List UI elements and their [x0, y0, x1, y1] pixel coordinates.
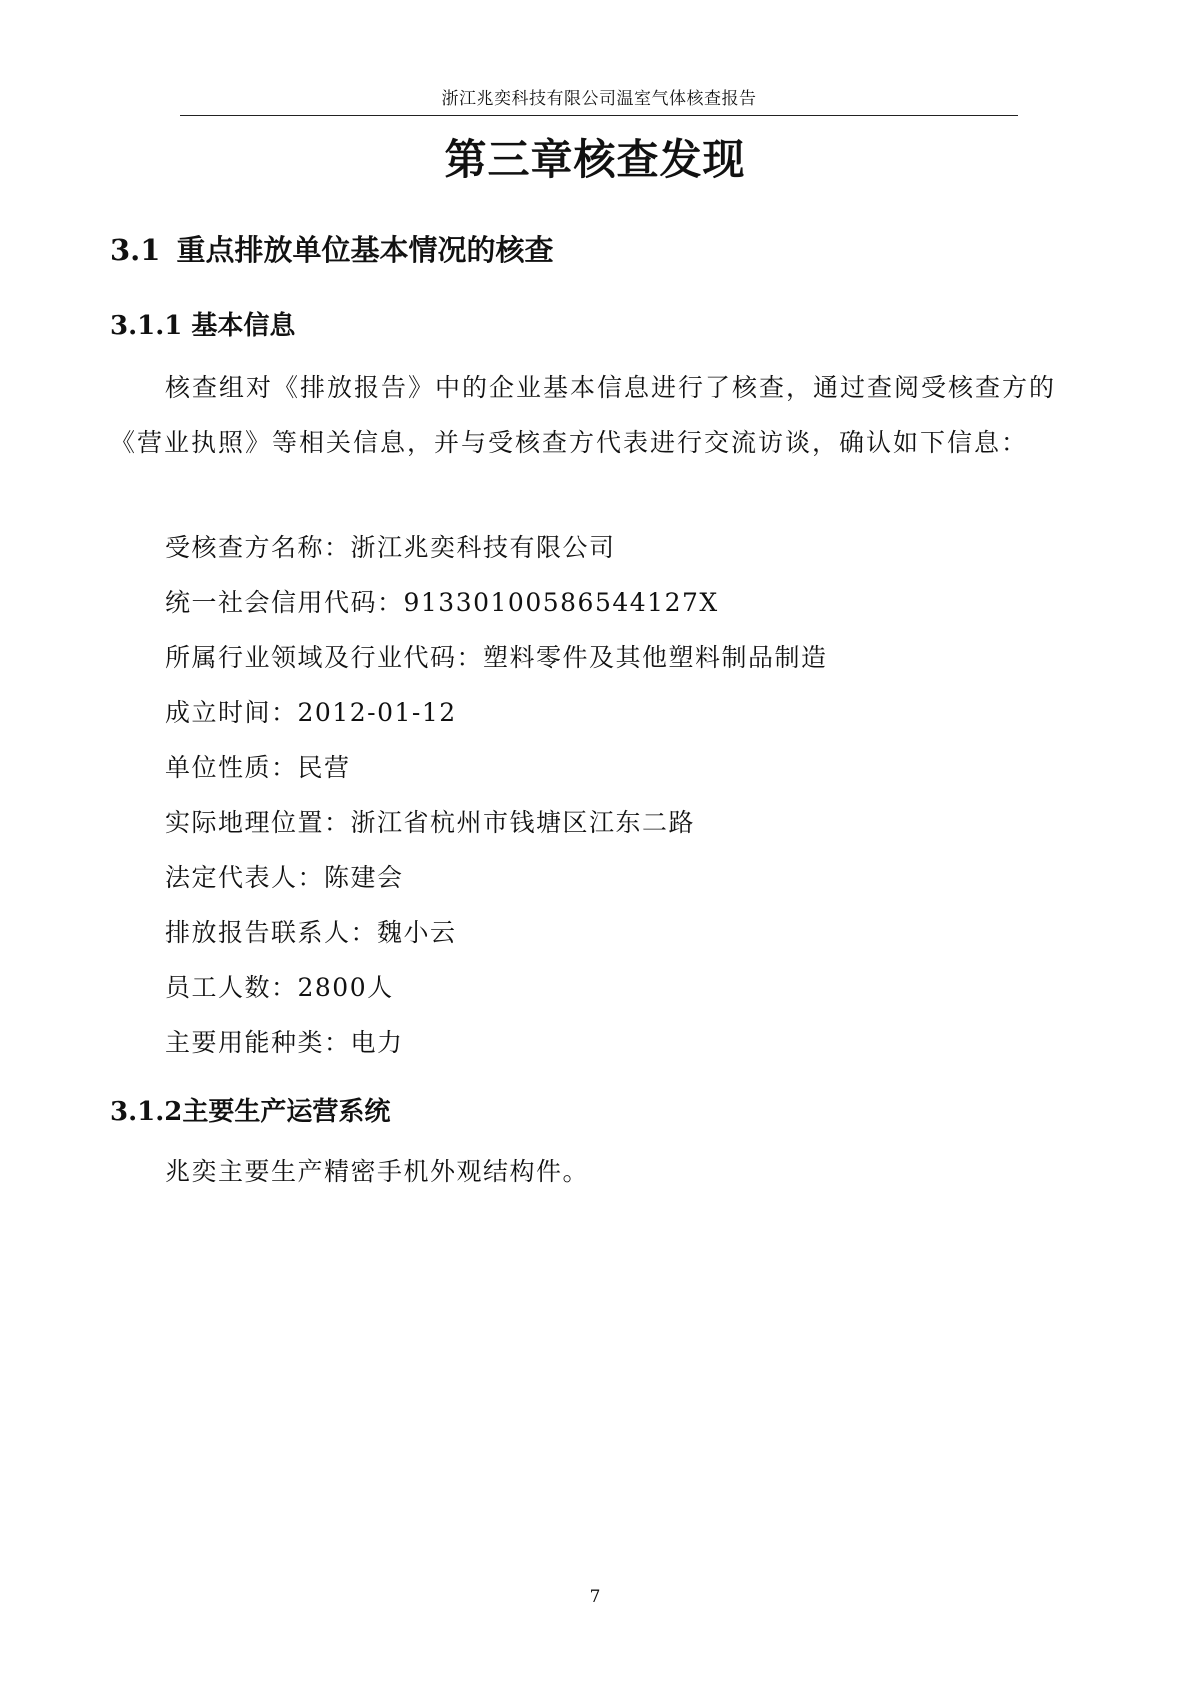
chapter-title: 第三章核查发现 — [444, 135, 746, 184]
info-ownership-type: 单位性质：民营 — [165, 753, 351, 782]
section-number: 3.1 — [110, 233, 161, 267]
basic-info-intro-paragraph: 核查组对《排放报告》中的企业基本信息进行了核查，通过查阅受核查方的《营业执照》等相关信息，并与受核查方代表进行交流访谈，确认如下信息： — [110, 373, 1057, 457]
page-number: 7 — [589, 1587, 601, 1607]
production-system-paragraph: 兆奕主要生产精密手机外观结构件。 — [165, 1157, 590, 1186]
info-company-name: 受核查方名称：浙江兆奕科技有限公司 — [165, 533, 616, 562]
subsection-heading-basic-info: 3.1.1 基本信息 — [110, 311, 296, 341]
info-industry: 所属行业领域及行业代码：塑料零件及其他塑料制品制造 — [165, 643, 828, 672]
section-heading-3-1 — [110, 230, 553, 270]
basic-info-list — [165, 520, 828, 1070]
info-employee-count: 员工人数：2800人 — [165, 973, 394, 1002]
section-title: 重点排放单位基本情况的核查 — [176, 233, 554, 267]
info-founded-date: 成立时间：2012-01-12 — [165, 698, 457, 727]
info-legal-representative: 法定代表人：陈建会 — [165, 863, 404, 892]
info-credit-code: 统一社会信用代码：91330100586544127X — [165, 588, 719, 617]
subsection-heading-production-system: 3.1.2主要生产运营系统 — [110, 1097, 391, 1127]
info-report-contact: 排放报告联系人：魏小云 — [165, 918, 457, 947]
running-header: 浙江兆奕科技有限公司温室气体核查报告 — [441, 89, 757, 109]
info-energy-type: 主要用能种类：电力 — [165, 1028, 404, 1057]
header-divider — [180, 115, 1018, 116]
info-address: 实际地理位置：浙江省杭州市钱塘区江东二路 — [165, 808, 696, 837]
